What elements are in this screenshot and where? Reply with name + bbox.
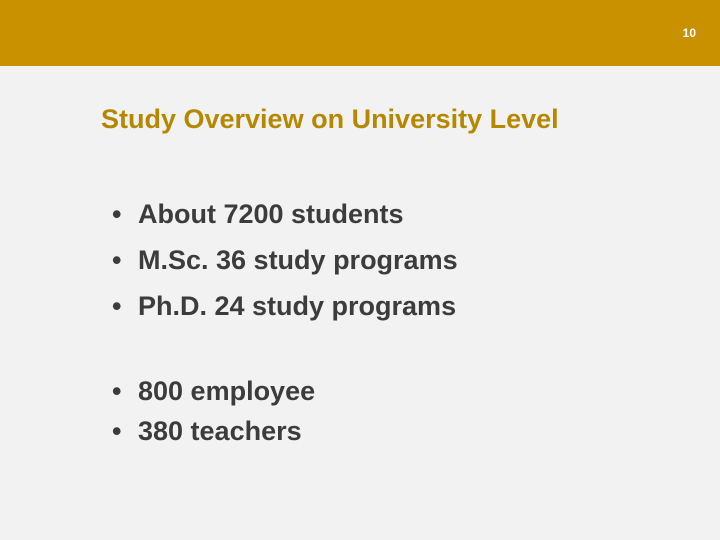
list-item [112, 413, 315, 453]
list-item-text: 800 employee [138, 376, 316, 406]
bullet-icon: • [112, 245, 122, 275]
bullet-icon: • [112, 291, 122, 321]
bullet-icon: • [112, 376, 122, 406]
list-item-text: M.Sc. 36 study programs [138, 245, 458, 275]
bullet-list-programs [112, 196, 458, 334]
page-number: 10 [682, 26, 696, 40]
list-item-text: Ph.D. 24 study programs [138, 291, 457, 321]
bullet-icon: • [112, 199, 122, 229]
list-item-text: About 7200 students [138, 199, 404, 229]
list-item [112, 373, 315, 413]
bullet-icon: • [112, 416, 122, 446]
bullet-list-staff [112, 373, 315, 453]
list-item [112, 288, 458, 334]
slide-title: Study Overview on University Level [101, 104, 559, 134]
header-bar [0, 0, 720, 66]
list-item-text: 380 teachers [138, 416, 302, 446]
list-item [112, 242, 458, 288]
list-item [112, 196, 458, 242]
